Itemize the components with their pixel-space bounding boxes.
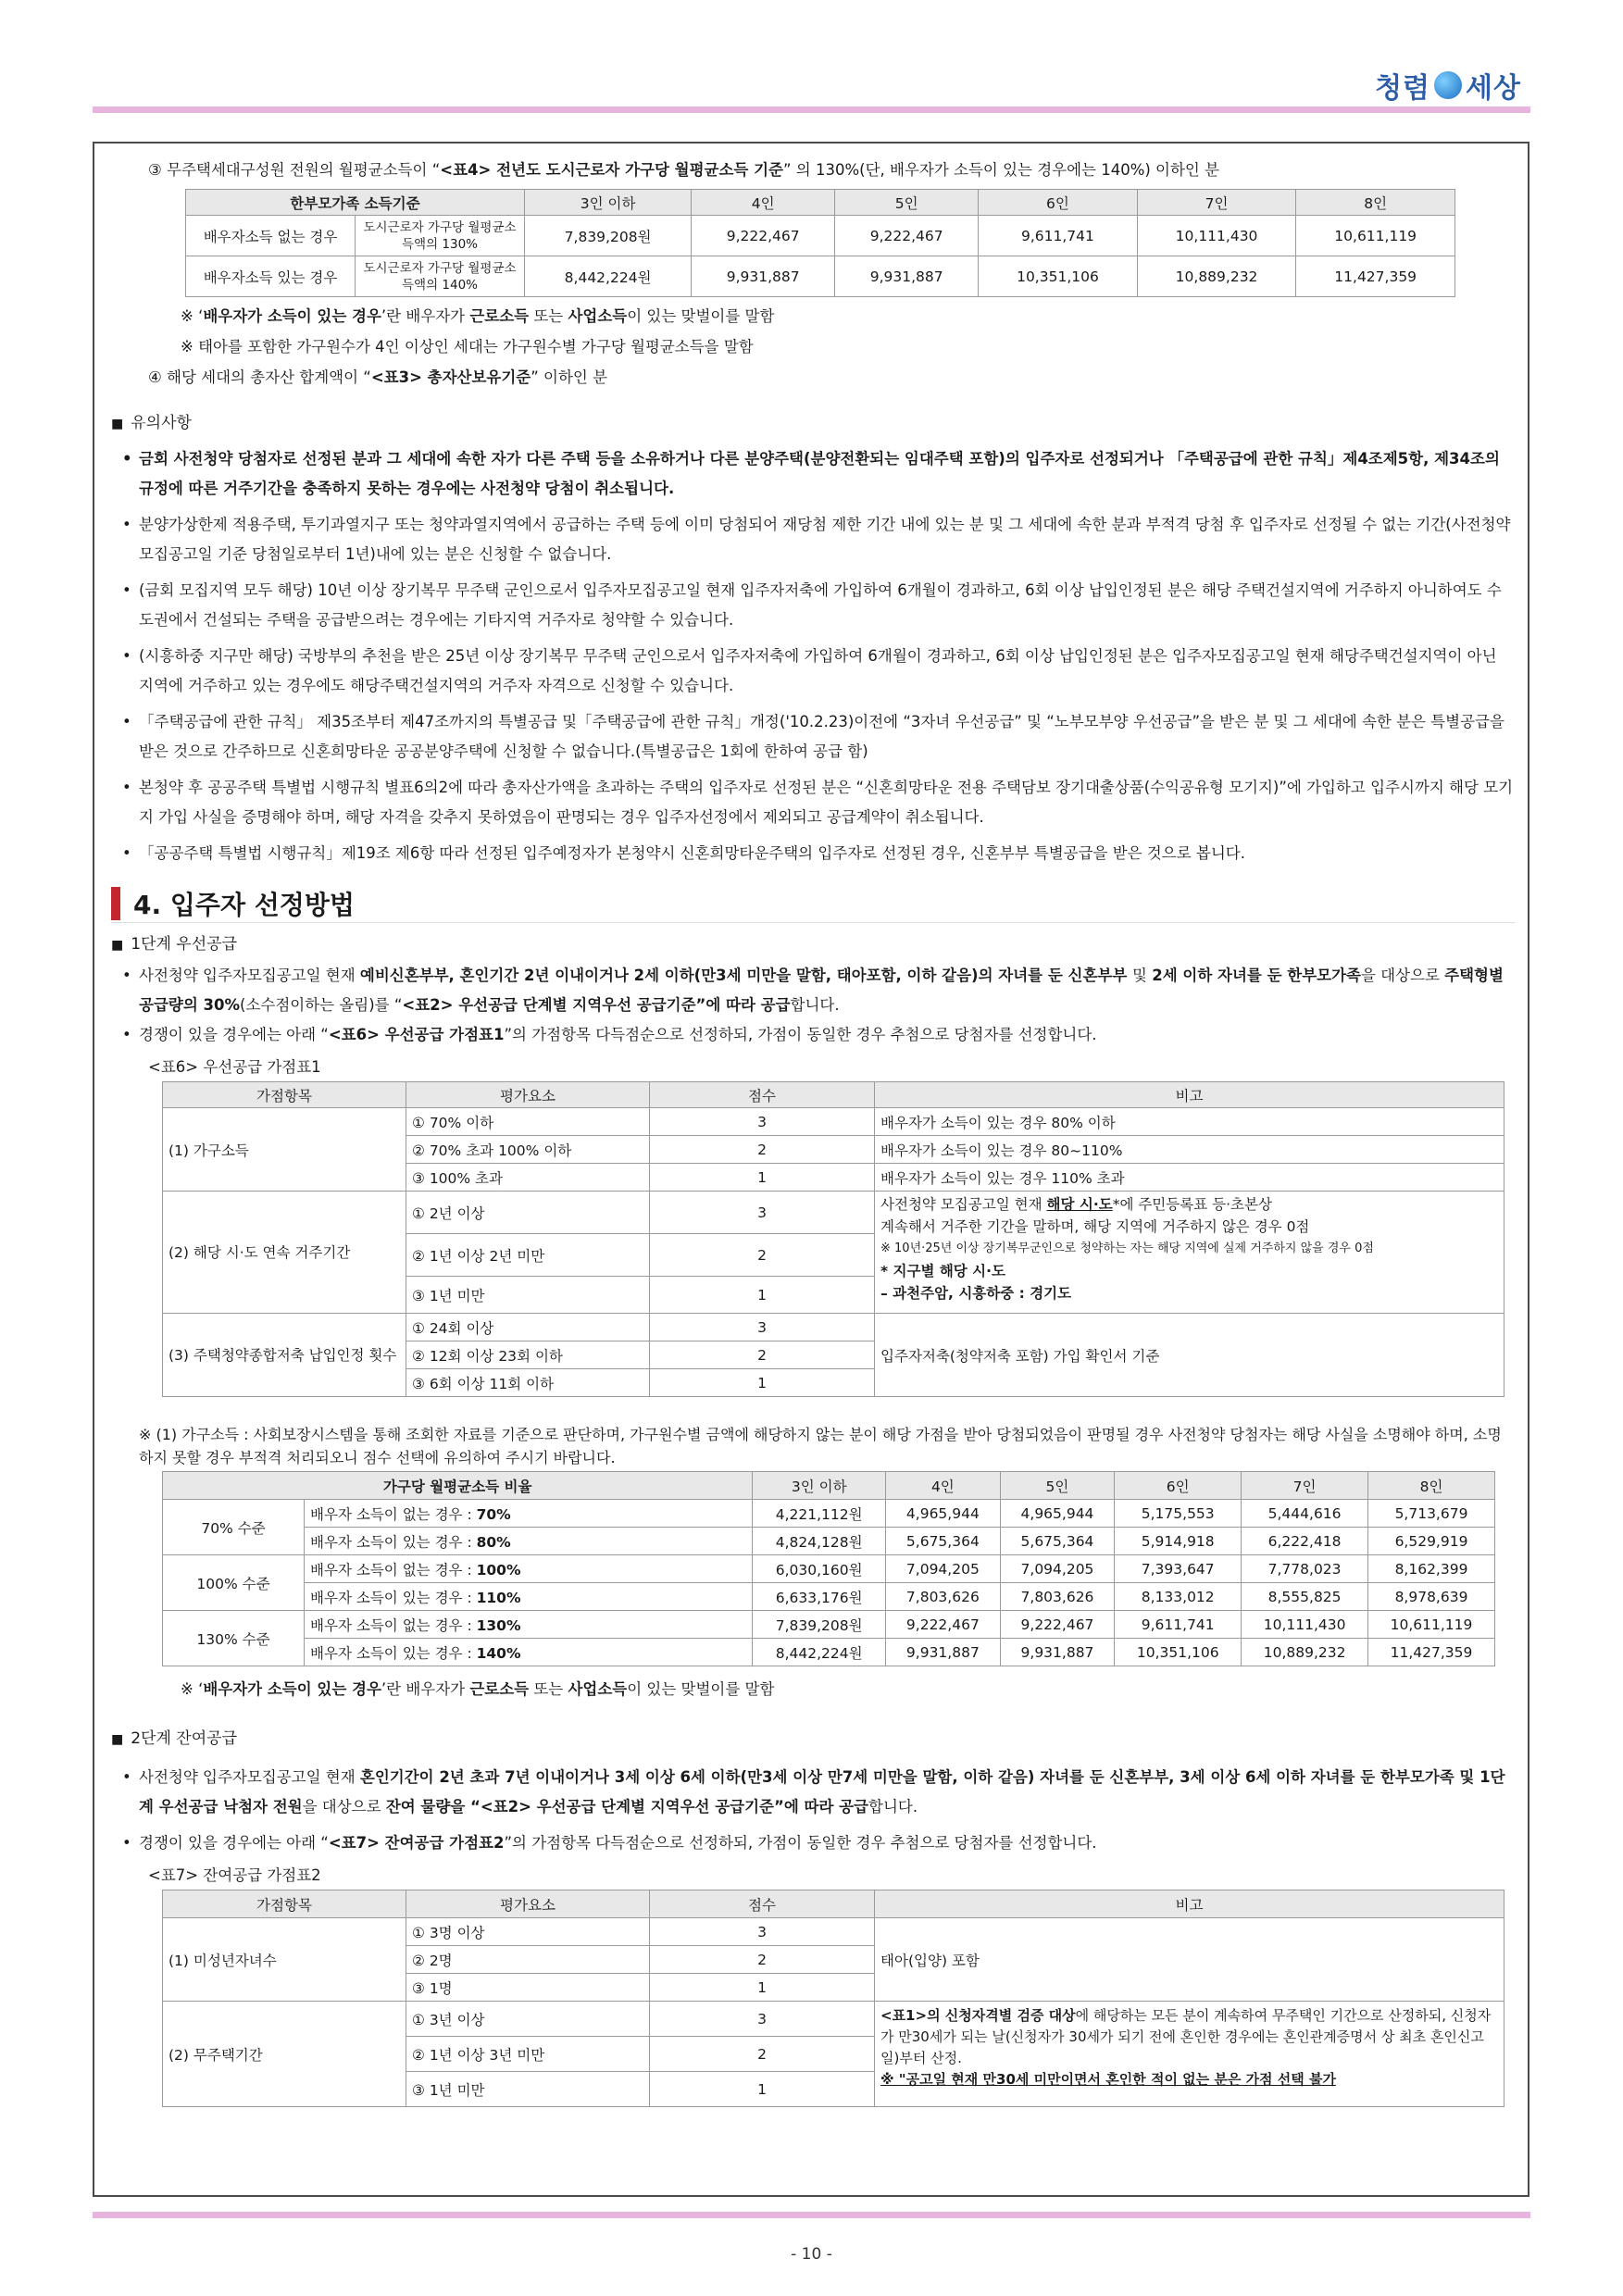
page-number: - 10 - bbox=[791, 2245, 832, 2264]
condition-3: ③ 무주택세대구성원 전원의 월평균소득이 “<표4> 전년도 도시근로자 가구당 월평균소득 기준” 의 130%(단, 배우자가 소득이 있는 경우에는 140%) 이하인 분 bbox=[148, 161, 1220, 179]
footer-rule bbox=[93, 2212, 1530, 2218]
note-fetus: ※ 태아를 포함한 가구원수가 4인 이상인 세대는 가구원수별 가구당 월평균소득을 말함 bbox=[181, 338, 754, 356]
caution-item: • (금회 모집지역 모두 해당) 10년 이상 장기복무 무주택 군인으로서 입주자모집공고일 현재 입주자저축에 가입하여 6개월이 경과하고, 6회 이상 납입인정된 분은 해당 주택건설지역에 거주하지 아니하여도 수도권에서 건설되는 주택을 공급받으려는 경우에는 기타지역 거주자로 청약할 수 있습니다. bbox=[111, 576, 1515, 635]
stage2-heading: ■ 2단계 잔여공급 bbox=[111, 1725, 1515, 1753]
income-table: 한부모가족 소득기준 3인 이하 4인 5인 6인 7인 8인 배우자소득 없는 경우 도시근로자 가구당 월평균소득액의 130% 7,839,208원 9,222,467 9,222,467 9,611,741 10,111,430 10,611,119 배우자소득 있는 경우 도시근로자 가구당 월평균소득액의 140% 8,442,224원 9,931,887 9,931,887 10,351,106 10,889,232 11,427,359 bbox=[185, 189, 1455, 297]
logo-text-right: 세상 bbox=[1466, 72, 1521, 105]
condition-4: ④ 해당 세대의 총자산 합계액이 “<표3> 총자산보유기준” 이하인 분 bbox=[148, 368, 608, 386]
globe-icon bbox=[1434, 71, 1462, 99]
stage1-bullet-2: • 경쟁이 있을 경우에는 아래 “<표6> 우선공급 가점표1”의 가점항목 다득점순으로 선정하되, 가점이 동일한 경우 추첨으로 당첨자를 선정합니다. bbox=[111, 1020, 1515, 1050]
stage2-bullet-1: • 사전청약 입주자모집공고일 현재 혼인기간이 2년 초과 7년 이내이거나 3세 이상 6세 이하(만3세 이상 만7세 미만을 말함, 이하 같음) 자녀를 둔 신혼부부, 3세 이상 6세 이하 자녀를 둔 한부모가족 및 1단계 우선공급 낙첨자 전원을 대상으로 잔여 물량을 “<표2> 우선공급 단계별 지역우선 공급기준”에 따라 공급합니다. bbox=[111, 1763, 1515, 1822]
ratio-table: 가구당 월평균소득 비율 3인 이하 4인 5인 6인 7인 8인 70% 수준 배우자 소득이 없는 경우 : 70% 4,221,112원 4,965,944 4,965,944 5,175,553 5,444,616 5,713,679 배우자 소득이 있는 경우 : 80% 4,824,128원 5,675,364 5,675,364 5,914,918 6,222,418 6,529,919 100% 수준 배우자 소득이 없는 경우 : 100% 6,030,160원 7,094,205 7,094,205 7,393,647 7,778,023 8,162,399 배우자 소득이 있는 경우 : 110% 6,633,176원 7,803,626 7,803,626 8,133,012 8,555,825 8,978,639 130% 수준 배우자 소득이 없는 경우 : 130% 7,839,208원 9,222,467 9,222,467 9,611,741 10,111,430 10,611,119 배우자 소득이 있는 경우 : 140% 8,442,224원 9,931,887 9,931,887 10,351,106 10,889,232 11,427,359 bbox=[162, 1471, 1495, 1666]
stage1-heading: ■ 1단계 우선공급 bbox=[111, 930, 1515, 959]
content-frame bbox=[93, 142, 1529, 2197]
section-marker bbox=[111, 887, 120, 920]
caution-item: • 분양가상한제 적용주택, 투기과열지구 또는 청약과열지역에서 공급하는 주택 등에 이미 당첨되어 재당첨 제한 기간 내에 있는 분 및 그 세대에 속한 분과 부적격 당첨 후 입주자로 선정될 수 없는 기간(사전청약 모집공고일 기준 당첨일로부터 1년)내에 있는 분은 신청할 수 없습니다. bbox=[111, 510, 1515, 569]
caution-item: • 「주택공급에 관한 규칙」 제35조부터 제47조까지의 특별공급 및「주택공급에 관한 규칙」개정('10.2.23)이전에 “3자녀 우선공급” 및 “노부모부양 우선공급”을 받은 분 및 그 세대에 속한 분은 특별공급을 받은 것으로 간주하므로 신혼희망타운 공공분양주택에 신청할 수 없습니다.(특별공급은 1회에 한하여 공급 함) bbox=[111, 707, 1515, 767]
income-note: ※ (1) 가구소득 : 사회보장시스템을 통해 조회한 자료를 기준으로 판단하며, 가구원수별 금액에 해당하지 않는 분이 해당 가점을 받아 당첨되었음이 판명될 경우 사전청약 당첨자는 해당 사실을 소명해야 하며, 소명하지 못할 경우 부적격 처리되오니 점수 선택에 유의하여 주시기 바랍니다. bbox=[139, 1426, 1502, 1466]
caution-item: • 「공공주택 특별법 시행규칙」제19조 제6항 따라 선정된 입주예정자가 본청약시 신혼희망타운주택의 입주자로 선정된 경우, 신혼부부 특별공급을 받은 것으로 봅니다. bbox=[111, 839, 1515, 868]
section-4-heading: 4. 입주자 선정방법 bbox=[111, 885, 1515, 923]
score-table-2: 가점항목 평가요소 점수 비고 (1) 미성년자녀수 ① 3명 이상 3 태아(입양) 포함 ② 2명 2 ③ 1명 1 (2) 무주택기간 ① 3년 이상 3 <표1>의 신청자격별 검증 대상에 해당하는 모든 분이 계속하여 무주택인 기간으로 산정하되, 신청자가 만30세가 되는 날(신청자가 30세가 되기 전에 혼인한 경우에는 혼인관계증명서 상 최초 혼인신고일)부터 산정. ※ "공고일 현재 만30세 미만이면서 혼인한 적이 없는 분은 가점 선택 불가 ② 1년 이상 3년 미만 2 ③ 1년 미만 1 bbox=[162, 1890, 1504, 2107]
score-table-1: 가점항목 평가요소 점수 비고 (1) 가구소득 ① 70% 이하 3 배우자가 소득이 있는 경우 80% 이하 ② 70% 초과 100% 이하 2 배우자가 소득이 있는 경우 80~110% ③ 100% 초과 1 배우자가 소득이 있는 경우 110% 초과 (2) 해당 시·도 연속 거주기간 ① 2년 이상 3 사전청약 모집공고일 현재 해당 시·도*에 주민등록표 등·초본상 계속해서 거주한 기간을 말하며, 해당 지역에 거주하지 않은 경우 0점 ※ 10년·25년 이상 장기복무군인으로 청약하는 자는 해당 지역에 실제 거주하지 않을 경우 0점 * 지구별 해당 시·도 – 과천주암, 시흥하중 : 경기도 ② 1년 이상 2년 미만 2 ③ 1년 미만 1 (3) 주택청약종합저축 납입인정 횟수 ① 24회 이상 3 입주자저축(청약저축 포함) 가입 확인서 기준 ② 12회 이상 23회 이하 2 ③ 6회 이상 11회 이하 1 bbox=[162, 1081, 1504, 1397]
caution-heading: ■ 유의사항 bbox=[111, 409, 1515, 438]
note-spouse: ※ ‘배우자가 소득이 있는 경우’란 배우자가 근로소득 또는 사업소득이 있는 맞벌이를 말함 bbox=[181, 307, 775, 325]
caution-item: • 금회 사전청약 당첨자로 선정된 분과 그 세대에 속한 자가 다른 주택 등을 소유하거나 다른 분양주택(분양전환되는 임대주택 포함)의 입주자로 선정되거나 「주택공급에 관한 규칙」제4조제5항, 제34조의 규정에 따른 거주기간을 충족하지 못하는 경우에는 사전청약 당첨이 취소됩니다. bbox=[111, 444, 1515, 504]
logo bbox=[1375, 65, 1521, 106]
table7-caption: <표7> 잔여공급 가점표2 bbox=[148, 1866, 321, 1884]
stage2-bullet-2: • 경쟁이 있을 경우에는 아래 “<표7> 잔여공급 가점표2”의 가점항목 다득점순으로 선정하되, 가점이 동일한 경우 추첨으로 당첨자를 선정합니다. bbox=[111, 1828, 1515, 1858]
caution-item: • (시흥하중 지구만 해당) 국방부의 추천을 받은 25년 이상 장기복무 무주택 군인으로서 입주자저축에 가입하여 6개월이 경과하고, 6회 이상 납입인정된 분은 입주자모집공고일 현재 해당주택건설지역이 아닌 지역에 거주하고 있는 경우에도 해당주택건설지역의 거주자 자격으로 신청할 수 있습니다. bbox=[111, 642, 1515, 701]
header-rule bbox=[93, 106, 1530, 113]
note-spouse-2: ※ ‘배우자가 소득이 있는 경우’란 배우자가 근로소득 또는 사업소득이 있는 맞벌이를 말함 bbox=[181, 1680, 775, 1698]
table6-caption: <표6> 우선공급 가점표1 bbox=[148, 1058, 321, 1076]
stage1-bullet-1: • 사전청약 입주자모집공고일 현재 예비신혼부부, 혼인기간 2년 이내이거나 2세 이하(만3세 미만을 말함, 태아포함, 이하 같음)의 자녀를 둔 신혼부부 및 2세 이하 자녀를 둔 한부모가족을 대상으로 주택형별 공급량의 30%(소수점이하는 올림)를 “<표2> 우선공급 단계별 지역우선 공급기준”에 따라 공급합니다. bbox=[111, 961, 1515, 1020]
logo-text-left: 청렴 bbox=[1375, 72, 1431, 105]
caution-item: • 본청약 후 공공주택 특별법 시행규칙 별표6의2에 따라 총자산가액을 초과하는 주택의 입주자로 선정된 분은 “신혼희망타운 전용 주택담보 장기대출상품(수익공유형 모기지)”에 가입하고 입주시까지 해당 모기지 가입 사실을 증명해야 하며, 해당 자격을 갖추지 못하였음이 판명되는 경우 입주자선정에서 제외되고 공급계약이 취소됩니다. bbox=[111, 773, 1515, 832]
